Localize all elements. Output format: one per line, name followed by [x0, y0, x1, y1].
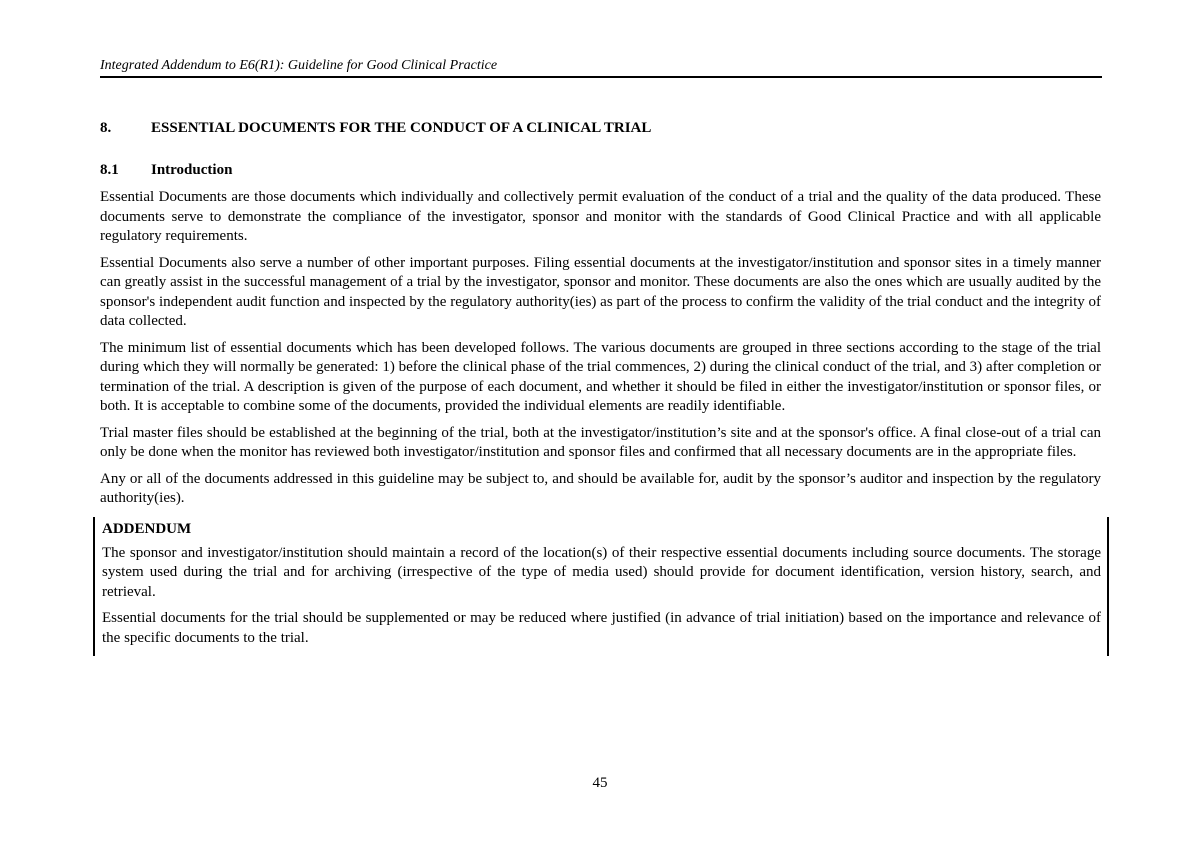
- addendum-box: [93, 517, 1109, 657]
- body-paragraph: Trial master files should be established at the beginning of the trial, both at the investigator/institution’s site and at the sponsor's office. A final close-out of a trial can only be done when the monitor has reviewed both investigator/institution and sponsor files and confirmed that all necessary documents are in the appropriate files.: [100, 424, 1101, 460]
- subsection-title: Introduction: [151, 162, 233, 178]
- body-paragraph: The minimum list of essential documents which has been developed follows. The various documents are grouped in three sections according to the stage of the trial during which they will normally be generated: 1) before the clinical phase of the trial commences, 2) during the clinical conduct of the trial, and 3) after completion or termination of the trial. A description is given of the purpose of each document, and whether it should be filed in either the investigator/institution or sponsor files, or both. It is acceptable to combine some of the documents, provided the individual elements are readily identifiable.: [100, 339, 1101, 414]
- subsection-heading: [100, 160, 1101, 180]
- running-header: Integrated Addendum to E6(R1): Guideline for Good Clinical Practice: [100, 57, 1102, 78]
- body-paragraph: Essential Documents also serve a number of other important purposes. Filing essential documents at the investigator/institution and sponsor sites in a timely manner can greatly assist in the successful management of a trial by the investigator, sponsor and monitor. These documents are also the ones which are usually audited by the sponsor's independent audit function and inspected by the regulatory authority(ies) as part of the process to confirm the validity of the trial conduct and the integrity of data collected.: [100, 254, 1101, 329]
- section-number: 8.: [100, 120, 112, 136]
- addendum-paragraph: Essential documents for the trial should be supplemented or may be reduced where justified (in advance of trial initiation) based on the importance and relevance of the specific documents to the trial.: [102, 610, 1101, 646]
- section-title: ESSENTIAL DOCUMENTS FOR THE CONDUCT OF A CLINICAL TRIAL: [151, 120, 652, 136]
- page-number: 45: [592, 775, 608, 791]
- page-content: [100, 118, 1101, 656]
- subsection-number: 8.1: [100, 162, 119, 178]
- addendum-paragraph: The sponsor and investigator/institution should maintain a record of the location(s) of their respective essential documents including source documents. The storage system used during the trial and for archiving (irrespective of the type of media used) should provide for document identification, version history, search, and retrieval.: [102, 544, 1101, 600]
- section-heading: [100, 118, 1101, 138]
- body-paragraph: Any or all of the documents addressed in this guideline may be subject to, and should be available for, audit by the sponsor’s auditor and inspection by the regulatory authority(ies).: [100, 470, 1101, 506]
- addendum-title: ADDENDUM: [102, 520, 192, 537]
- body-paragraph: Essential Documents are those documents which individually and collectively permit evaluation of the conduct of a trial and the quality of the data produced. These documents serve to demonstrate the compliance of the investigator, sponsor and monitor with the standards of Good Clinical Practice and with all applicable regulatory requirements.: [100, 189, 1101, 244]
